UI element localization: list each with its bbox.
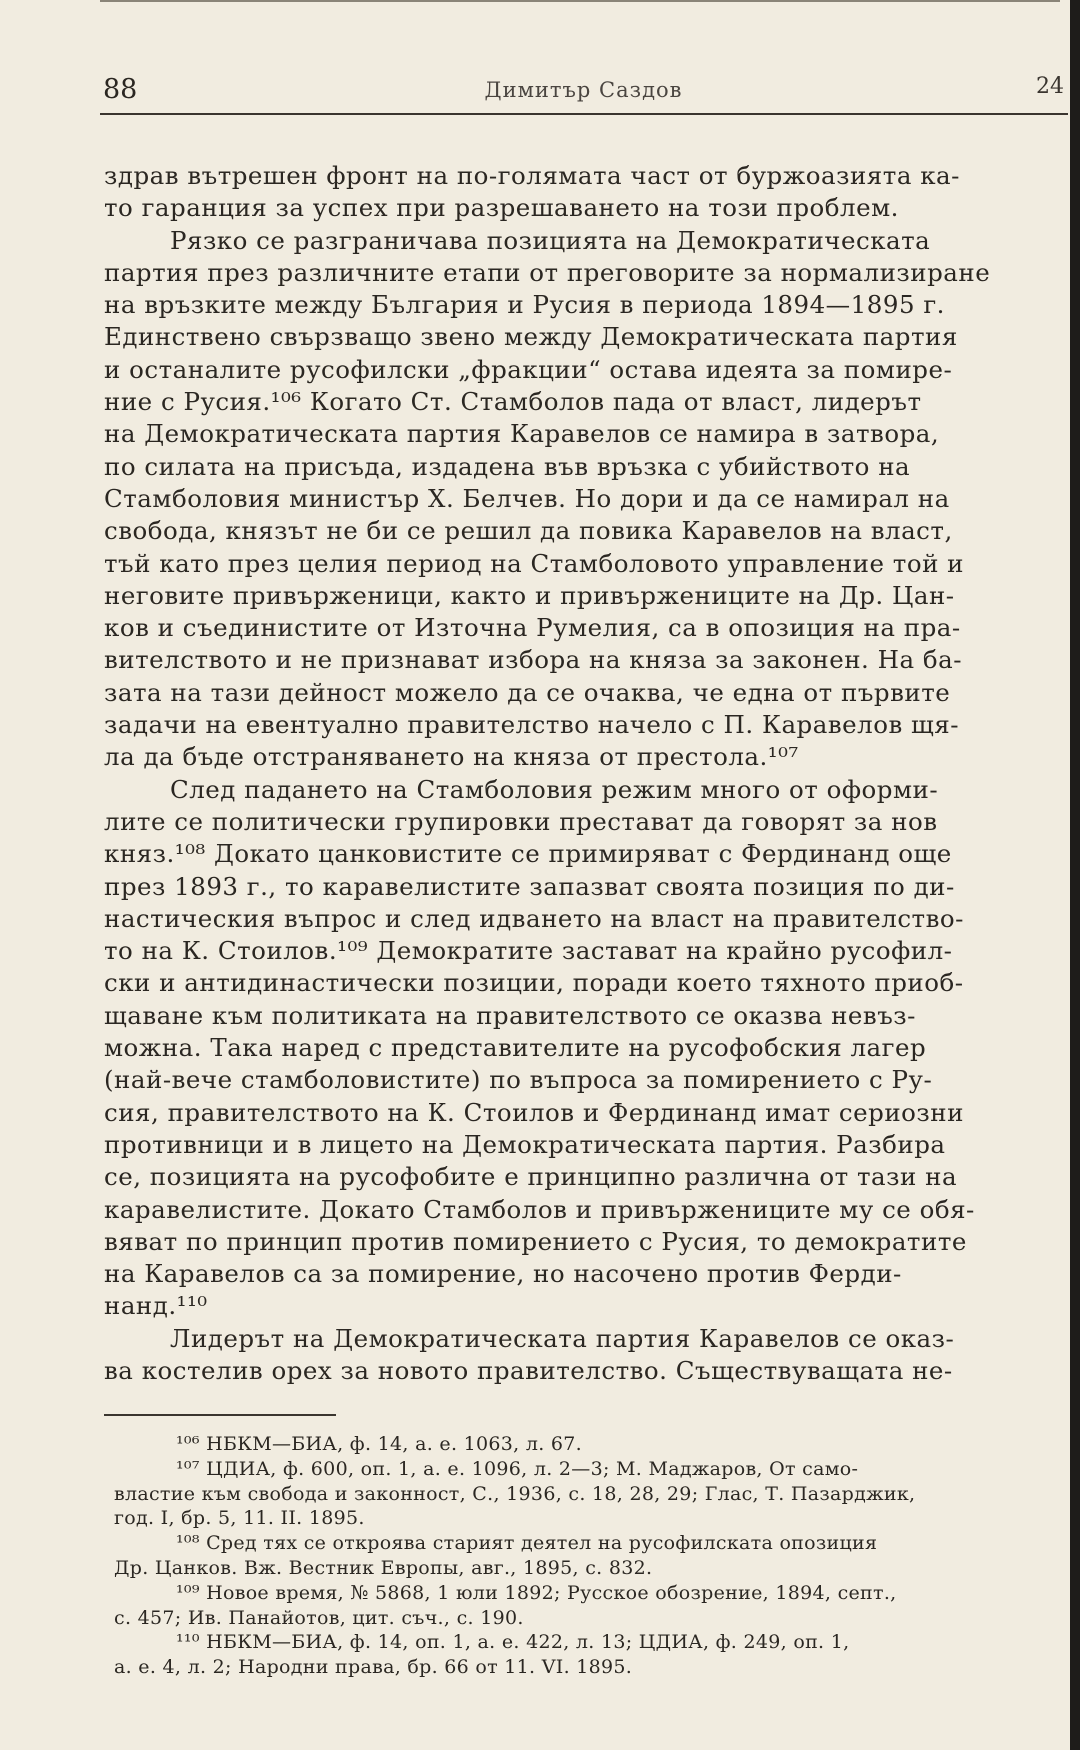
text-line: здрав вътрешен фронт на по-голямата част от буржоазията ка-: [104, 161, 960, 190]
footnote-line: ¹⁰⁹ Новое время, № 5868, 1 юли 1892; Русское обозрение, 1894, септ.,: [176, 1581, 897, 1604]
text-line: щаване към политиката на правителството се оказва невъз-: [104, 1000, 916, 1030]
text-line: и останалите русофилски „фракции“ остава идеята за помире-: [104, 354, 953, 384]
text-line: ние с Русия.¹⁰⁶ Когато Ст. Стамболов пада от власт, лидерът: [104, 387, 922, 417]
footnote-separator: [104, 1414, 336, 1416]
text-line: свобода, князът не би се решил да повика Каравелов на власт,: [104, 516, 953, 546]
text-line: на Демократическата партия Каравелов се намира в затвора,: [104, 419, 940, 449]
text-line: тъй като през целия период на Стамболовото управление той и: [104, 548, 965, 578]
footnote-line: Др. Цанков. Вж. Вестник Европы, авг., 1895, с. 832.: [114, 1556, 653, 1579]
page-edge-shadow: [1070, 0, 1080, 1750]
text-line: то гаранция за успех при разрешаването на този проблем.: [104, 193, 899, 223]
text-line: задачи на евентуално правителство начело с П. Каравелов щя-: [104, 710, 960, 740]
text-line: каравелистите. Докато Стамболов и привържениците му се обя-: [104, 1194, 975, 1224]
text-line: Рязко се разграничава позицията на Демократическата: [170, 225, 931, 255]
text-line: нанд.¹¹⁰: [104, 1291, 208, 1321]
page-number: 88: [103, 74, 138, 105]
text-line: на Каравелов са за помирение, но насочено против Ферди-: [104, 1259, 902, 1289]
footnotes: [114, 1432, 1064, 1680]
text-line: Стамболовия министър Х. Белчев. Но дори и да се намирал на: [104, 483, 950, 513]
text-line: на връзките между България и Русия в периода 1894—1895 г.: [104, 290, 945, 320]
text-line: ски и антидинастически позиции, поради което тяхното приоб-: [104, 968, 964, 998]
text-line: вителството и не признават избора на княза за законен. На ба-: [104, 645, 963, 675]
text-line: лите се политически групировки престават да говорят за нов: [104, 806, 938, 836]
corner-mark: 24: [1036, 74, 1064, 99]
top-edge-rule: [100, 0, 1060, 2]
text-line: княз.¹⁰⁸ Докато цанковистите се примиряват с Фердинанд още: [104, 839, 952, 869]
text-line: (най-вече стамболовистите) по въпроса за помирението с Ру-: [104, 1065, 933, 1095]
running-title: Димитър Саздов: [484, 78, 683, 102]
footnote-line: ¹⁰⁶ НБКМ—БИА, ф. 14, а. е. 1063, л. 67.: [176, 1433, 583, 1455]
footnote-line: а. е. 4, л. 2; Народни права, бр. 66 от 11. VI. 1895.: [114, 1656, 633, 1679]
text-line: Единствено свързващо звено между Демократическата партия: [104, 322, 958, 352]
page-header: [103, 74, 1064, 114]
footnote-line: с. 457; Ив. Панайотов, цит. съч., с. 190.: [114, 1606, 524, 1629]
text-line: ков и съединистите от Източна Румелия, са в опозиция на пра-: [104, 613, 961, 643]
text-line: сия, правителството на К. Стоилов и Фердинанд имат сериозни: [104, 1097, 964, 1127]
footnote-line: ¹⁰⁸ Сред тях се откроява старият деятел на русофилската опозиция: [176, 1532, 878, 1555]
footnote-line: ¹¹⁰ НБКМ—БИА, ф. 14, оп. 1, а. е. 422, л. 13; ЦДИА, ф. 249, оп. 1,: [176, 1631, 850, 1654]
text-line: противници и в лицето на Демократическата партия. Разбира: [104, 1129, 946, 1159]
text-line: партия през различните етапи от преговорите за нормализиране: [104, 257, 991, 287]
text-line: ла да бъде отстраняването на княза от престола.¹⁰⁷: [104, 742, 799, 772]
text-line: то на К. Стоилов.¹⁰⁹ Демократите застават на крайно русофил-: [104, 936, 953, 966]
text-line: ва костелив орех за новото правителство. Съществуващата не-: [104, 1355, 953, 1385]
text-line: След падането на Стамболовия режим много от оформи-: [170, 774, 939, 804]
text-line: можна. Така наред с представителите на русофобския лагер: [104, 1033, 927, 1063]
footnote-line: властие към свобода и законност, С., 1936, с. 18, 28, 29; Глас, Т. Пазарджик,: [114, 1482, 916, 1505]
header-rule: [100, 113, 1068, 115]
footnote-line: год. I, бр. 5, 11. II. 1895.: [114, 1507, 365, 1530]
body-text: [104, 160, 1064, 1387]
text-line: през 1893 г., то каравелистите запазват своята позиция по ди-: [104, 871, 955, 901]
text-line: вяват по принцип против помирението с Русия, то демократите: [104, 1226, 967, 1256]
text-line: се, позицията на русофобите е принципно различна от тази на: [104, 1162, 958, 1192]
text-line: зата на тази дейност можело да се очаква, че една от първите: [104, 677, 951, 707]
text-line: по силата на присъда, издадена във връзка с убийството на: [104, 451, 911, 481]
text-line: Лидерът на Демократическата партия Каравелов се оказ-: [170, 1323, 955, 1353]
text-line: неговите привърженици, както и привържениците на Др. Цан-: [104, 580, 955, 610]
footnote-line: ¹⁰⁷ ЦДИА, ф. 600, оп. 1, а. е. 1096, л. 2—3; М. Маджаров, От само-: [176, 1457, 859, 1480]
text-line: настическия въпрос и след идването на власт на правителство-: [104, 903, 964, 933]
